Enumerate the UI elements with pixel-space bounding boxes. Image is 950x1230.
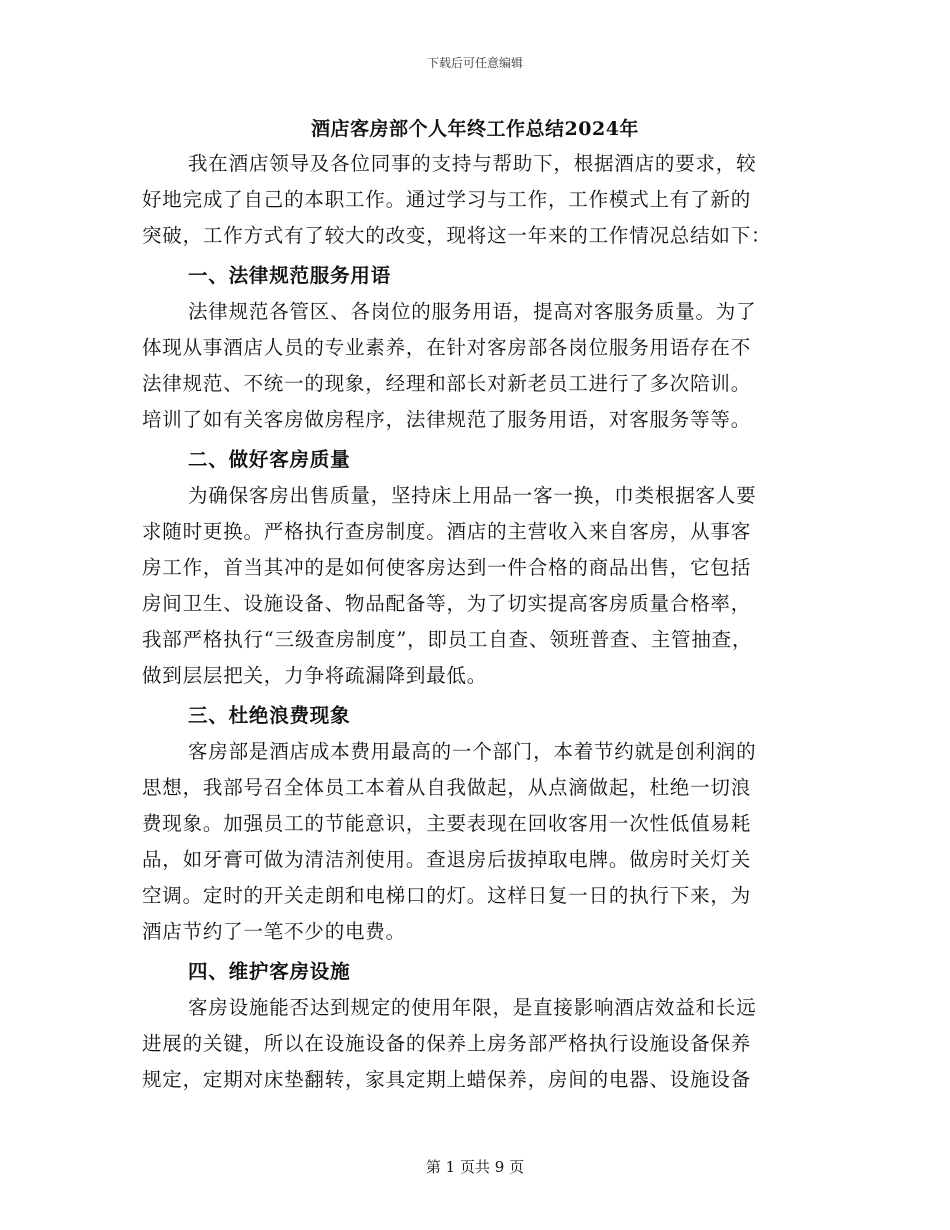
header-note: 下载后可任意编辑 (426, 56, 523, 70)
document-title: 酒店客房部个人年终工作总结2024年 (311, 118, 639, 140)
page-number-footer: 第 1 页共 9 页 (425, 1158, 525, 1176)
paragraph-line: 做到层层把关，力争将疏漏降到最低。 (142, 664, 488, 687)
paragraph-line: 客房设施能否达到规定的使用年限，是直接影响酒店效益和长远 (188, 996, 757, 1019)
paragraph-line: 体现从事酒店人员的专业素养，在针对客房部各岗位服务用语存在不 (142, 336, 752, 359)
paragraph-line: 品，如牙膏可做为清洁剂使用。查退房后拔掉取电牌。做房时关灯关 (142, 848, 752, 871)
paragraph-line: 客房部是酒店成本费用最高的一个部门，本着节约就是创利润的 (188, 740, 757, 763)
paragraph-line: 为确保客房出售质量，坚持床上用品一客一换，巾类根据客人要 (188, 484, 757, 507)
paragraph-line: 房间卫生、设施设备、物品配备等，为了切实提高客房质量合格率， (142, 592, 752, 615)
paragraph-line: 房工作，首当其冲的是如何使客房达到一件合格的商品出售，它包括 (142, 556, 752, 579)
paragraph-line: 法律规范、不统一的现象，经理和部长对新老员工进行了多次陪训。 (142, 372, 752, 395)
intro-line: 好地完成了自己的本职工作。通过学习与工作，工作模式上有了新的 (142, 188, 752, 211)
intro-line: 我在酒店领导及各位同事的支持与帮助下，根据酒店的要求，较 (188, 152, 757, 175)
document-body (142, 146, 812, 1098)
paragraph-line: 法律规范各管区、各岗位的服务用语，提高对客服务质量。为了 (188, 300, 757, 323)
paragraph-line: 思想，我部号召全体员工本着从自我做起，从点滴做起，杜绝一切浪 (142, 776, 752, 799)
section-heading: 二、做好客房质量 (188, 448, 351, 471)
paragraph-line: 求随时更换。严格执行查房制度。酒店的主营收入来自客房，从事客 (142, 520, 752, 543)
paragraph-line: 我部严格执行“三级查房制度”，即员工自查、领班普查、主管抽查， (142, 628, 753, 651)
section-heading: 四、维护客房设施 (188, 960, 351, 983)
paragraph-line: 酒店节约了一笔不少的电费。 (142, 920, 406, 943)
section-heading: 一、法律规范服务用语 (188, 264, 392, 287)
intro-line: 突破，工作方式有了较大的改变，现将这一年来的工作情况总结如下： (142, 224, 772, 247)
paragraph-line: 费现象。加强员工的节能意识，主要表现在回收客用一次性低值易耗 (142, 812, 752, 835)
paragraph-line: 培训了如有关客房做房程序，法律规范了服务用语，对客服务等等。 (142, 408, 752, 431)
paragraph-line: 空调。定时的开关走朗和电梯口的灯。这样日复一日的执行下来，为 (142, 884, 752, 907)
paragraph-line: 规定，定期对床垫翻转，家具定期上蜡保养，房间的电器、设施设备 (142, 1068, 752, 1091)
section-heading: 三、杜绝浪费现象 (188, 704, 351, 727)
paragraph-line: 进展的关键，所以在设施设备的保养上房务部严格执行设施设备保养 (142, 1032, 752, 1055)
